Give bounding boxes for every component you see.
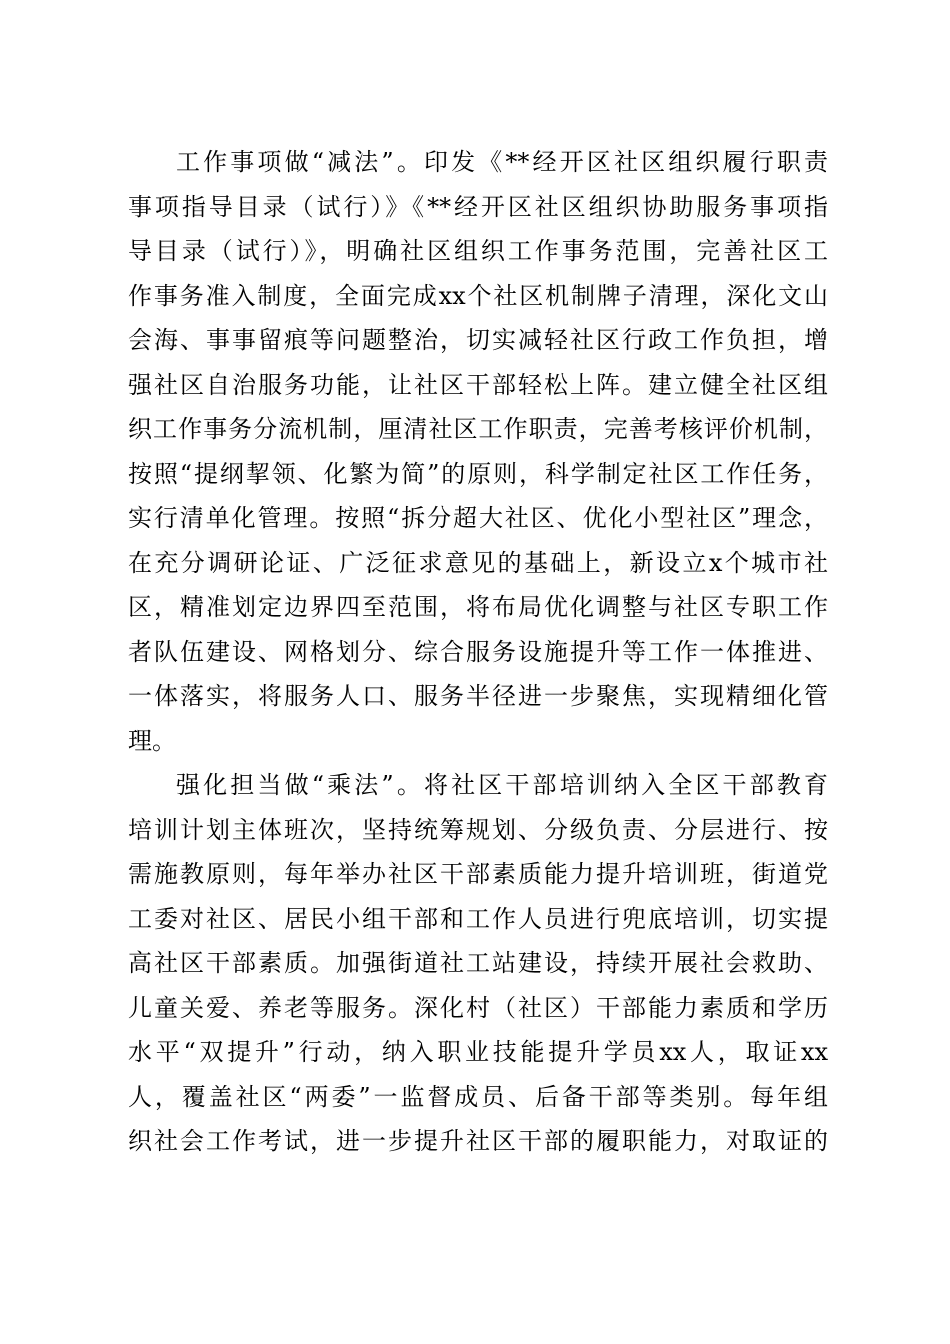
text-line: 人，覆盖社区“两委”一监督成员、后备干部等类别。每年组 [128,1082,828,1111]
text-line: 会海、事事留痕等问题整治，切实减轻社区行政工作负担，增 [128,326,828,354]
text-line: 高社区干部素质。加强街道社工站建设，持续开展社会救助、 [128,949,828,977]
text-line: 儿童关爱、养老等服务。深化村（社区）干部能力素质和学历 [128,993,828,1022]
body-text [128,140,828,1164]
text-line: 培训计划主体班次，坚持统筹规划、分级负责、分层进行、按 [128,815,828,844]
text-line: 水平“双提升”行动，纳入职业技能提升学员xx人，取证xx [128,1038,828,1066]
text-line: 作事务准入制度，全面完成xx个社区机制牌子清理，深化文山 [128,281,828,310]
text-line: 强化担当做“乘法”。将社区干部培训纳入全区干部教育 [176,771,828,799]
text-line: 强社区自治服务功能，让社区干部轻松上阵。建立健全社区组 [128,370,828,399]
text-line: 事项指导目录（试行）》《**经开区社区组织协助服务事项指 [128,192,828,221]
paragraph-responsibility-multiplication [128,763,828,1164]
text-line: 在充分调研论证、广泛征求意见的基础上，新设立x个城市社 [128,548,828,577]
text-line: 者队伍建设、网格划分、综合服务设施提升等工作一体推进、 [128,637,828,666]
text-line: 工委对社区、居民小组干部和工作人员进行兜底培训，切实提 [128,904,828,933]
text-line: 需施教原则，每年举办社区干部素质能力提升培训班，街道党 [128,860,828,888]
text-line: 理。 [128,726,176,755]
paragraph-work-subtraction [128,140,828,763]
text-line: 实行清单化管理。按照“拆分超大社区、优化小型社区”理念， [128,504,828,532]
text-line: 按照“提纲挈领、化繁为简”的原则，科学制定社区工作任务， [128,459,828,488]
text-line: 一体落实，将服务人口、服务半径进一步聚焦，实现精细化管 [128,682,828,710]
text-line: 织工作事务分流机制，厘清社区工作职责，完善考核评价机制， [128,415,828,443]
text-line: 区，精准划定边界四至范围，将布局优化调整与社区专职工作 [128,593,828,621]
text-line: 导目录（试行）》，明确社区组织工作事务范围，完善社区工 [128,237,828,265]
text-line: 工作事项做“减法”。印发《**经开区社区组织履行职责 [176,148,828,176]
text-line: 织社会工作考试，进一步提升社区干部的履职能力，对取证的 [128,1127,828,1155]
